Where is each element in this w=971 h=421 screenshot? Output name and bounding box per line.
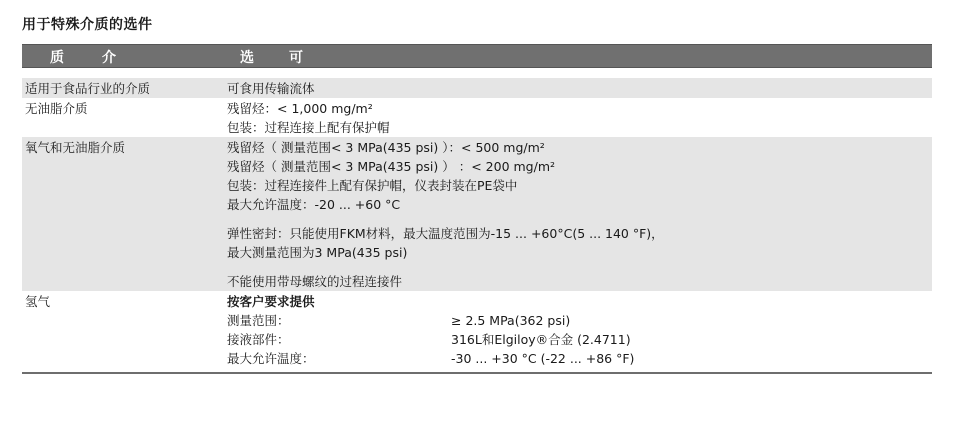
option-heading: 按客户要求提供: [227, 294, 315, 309]
spec-value: ≥ 2.5 MPa(362 psi): [451, 313, 571, 328]
option-line: 包装：过程连接上配有保护帽: [227, 120, 390, 135]
table-header: [22, 44, 932, 68]
spec-key: 接液部件：: [227, 332, 290, 347]
table-bottom-rule: [22, 372, 932, 374]
option-line: 不能使用带母螺纹的过程连接件: [227, 274, 403, 289]
option-cell: [227, 98, 932, 137]
spec-value: 316L和Elgiloy®合金 (2.4711): [451, 332, 631, 347]
table-row-oil-free: [22, 98, 932, 137]
medium-cell: 无油脂介质: [25, 101, 88, 116]
spec-row: [227, 349, 932, 368]
header-option-char2: 可: [289, 50, 306, 66]
option-cell: [227, 291, 932, 368]
spec-key: 最大允许温度：: [227, 351, 315, 366]
option-line: 弹性密封：只能使用FKM材料，最大温度范围为-15 ... +60°C(5 ... 140 °F)，: [227, 226, 664, 241]
header-spacer: [22, 68, 932, 78]
spec-row: [227, 311, 932, 330]
spec-value: -30 ... +30 °C (-22 ... +86 °F): [451, 351, 635, 366]
header-medium-char1: 质: [50, 50, 67, 66]
spec-row: [227, 330, 932, 349]
line-gap: [227, 214, 932, 224]
section-title: 用于特殊介质的选件: [22, 17, 153, 33]
option-line: 包装：过程连接件上配有保护帽，仪表封装在PE袋中: [227, 178, 518, 193]
option-cell: [227, 78, 932, 98]
options-table: [22, 44, 932, 374]
table-row-hydrogen: [22, 291, 932, 368]
medium-cell: 氧气和无油脂介质: [25, 140, 126, 155]
option-line: 残留烃（ 测量范围< 3 MPa(435 psi) ） ：< 200 mg/m²: [227, 159, 556, 174]
header-medium-char2: 介: [102, 50, 119, 66]
spec-key: 测量范围：: [227, 313, 290, 328]
option-cell: [227, 137, 932, 291]
header-option-char1: 选: [240, 50, 257, 66]
medium-cell: 适用于食品行业的介质: [25, 81, 151, 96]
table-row-oxygen: [22, 137, 932, 291]
option-line: 最大允许温度：-20 ... +60 °C: [227, 197, 401, 212]
option-line: 残留烃：< 1,000 mg/m²: [227, 101, 373, 116]
option-line: 残留烃（ 测量范围< 3 MPa(435 psi) ）：< 500 mg/m²: [227, 140, 545, 155]
option-line: 最大测量范围为3 MPa(435 psi): [227, 245, 408, 260]
table-row-food: [22, 78, 932, 98]
option-line: 可食用传输流体: [227, 81, 315, 96]
medium-cell: 氢气: [25, 294, 51, 309]
line-gap: [227, 262, 932, 272]
